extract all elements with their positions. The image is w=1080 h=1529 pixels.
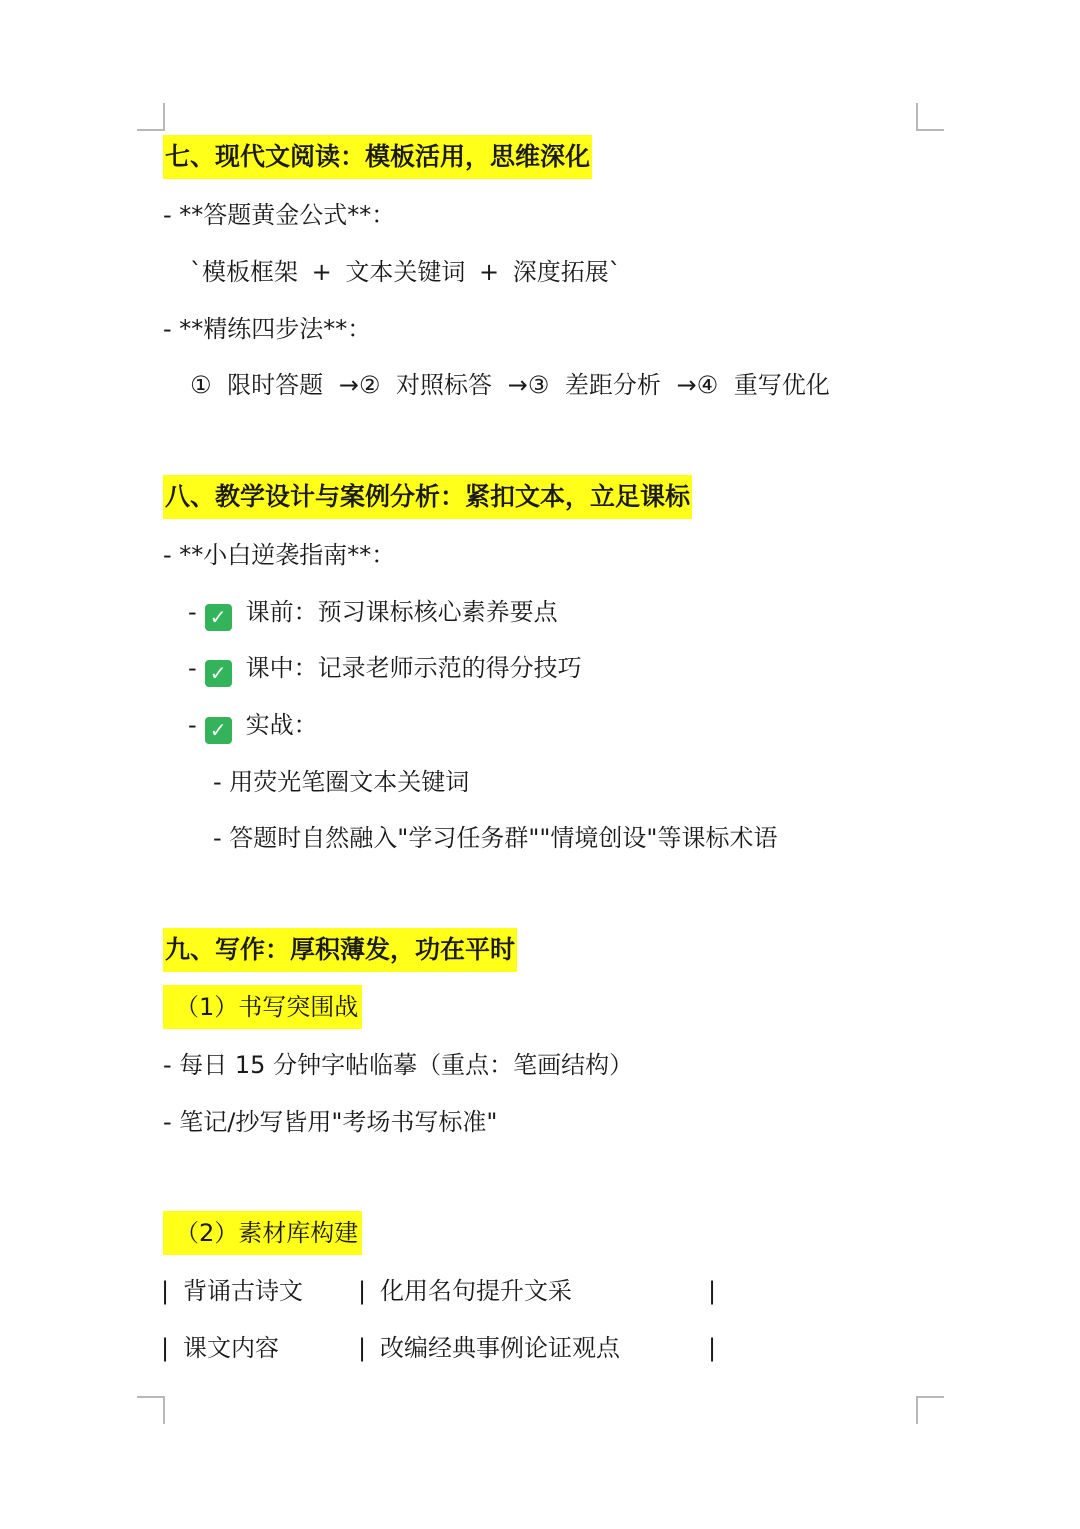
list-dash: - [188, 711, 197, 739]
page-corner-mark [916, 103, 944, 131]
table-divider: | [708, 1277, 717, 1305]
table-divider: | [708, 1334, 717, 1362]
page-corner-mark [137, 1396, 165, 1424]
part-1-title: （1）书写突围战 [163, 985, 362, 1029]
part-2-title: （2）素材库构建 [163, 1211, 362, 1255]
list-item: - 笔记/抄写皆用"考场书写标准" [163, 1108, 498, 1136]
formula-text: `模板框架 + 文本关键词 + 深度拓展` [190, 258, 621, 286]
steps-text: ① 限时答题 →② 对照标答 →③ 差距分析 →④ 重写优化 [190, 371, 830, 399]
table-cell: 改编经典事例论证观点 [380, 1334, 620, 1362]
table-divider: | [358, 1334, 367, 1362]
page-corner-mark [916, 1396, 944, 1424]
list-item: - 每日 15 分钟字帖临摹（重点：笔画结构） [163, 1051, 634, 1079]
checkmark-icon: ✓ [205, 717, 232, 744]
steps-label: - **精练四步法**： [163, 315, 372, 343]
check-item [188, 709, 318, 744]
table-divider: | [161, 1334, 170, 1362]
table-cell: 课文内容 [183, 1334, 279, 1362]
checkmark-icon: ✓ [205, 604, 232, 631]
sub-list-item: - 用荧光笔圈文本关键词 [213, 768, 470, 796]
section-9-heading: 九、写作：厚积薄发，功在平时 [163, 928, 517, 972]
table-divider: | [161, 1277, 170, 1305]
formula-label: - **答题黄金公式**： [163, 201, 396, 229]
check-item [188, 596, 558, 631]
table-divider: | [358, 1277, 367, 1305]
sub-list-item: - 答题时自然融入"学习任务群""情境创设"等课标术语 [213, 824, 778, 852]
list-dash: - [188, 654, 197, 682]
table-cell: 化用名句提升文采 [380, 1277, 572, 1305]
check-item-text: 课中：记录老师示范的得分技巧 [245, 654, 582, 682]
check-item-text: 课前：预习课标核心素养要点 [245, 598, 558, 626]
checkmark-icon: ✓ [205, 660, 232, 687]
check-item-text: 实战： [245, 711, 318, 739]
section-8-heading: 八、教学设计与案例分析：紧扣文本，立足课标 [163, 475, 692, 519]
guide-label: - **小白逆袭指南**： [163, 541, 396, 569]
page-corner-mark [137, 103, 165, 131]
check-item [188, 652, 582, 687]
section-7-heading: 七、现代文阅读：模板活用，思维深化 [163, 135, 592, 179]
table-cell: 背诵古诗文 [183, 1277, 303, 1305]
list-dash: - [188, 598, 197, 626]
